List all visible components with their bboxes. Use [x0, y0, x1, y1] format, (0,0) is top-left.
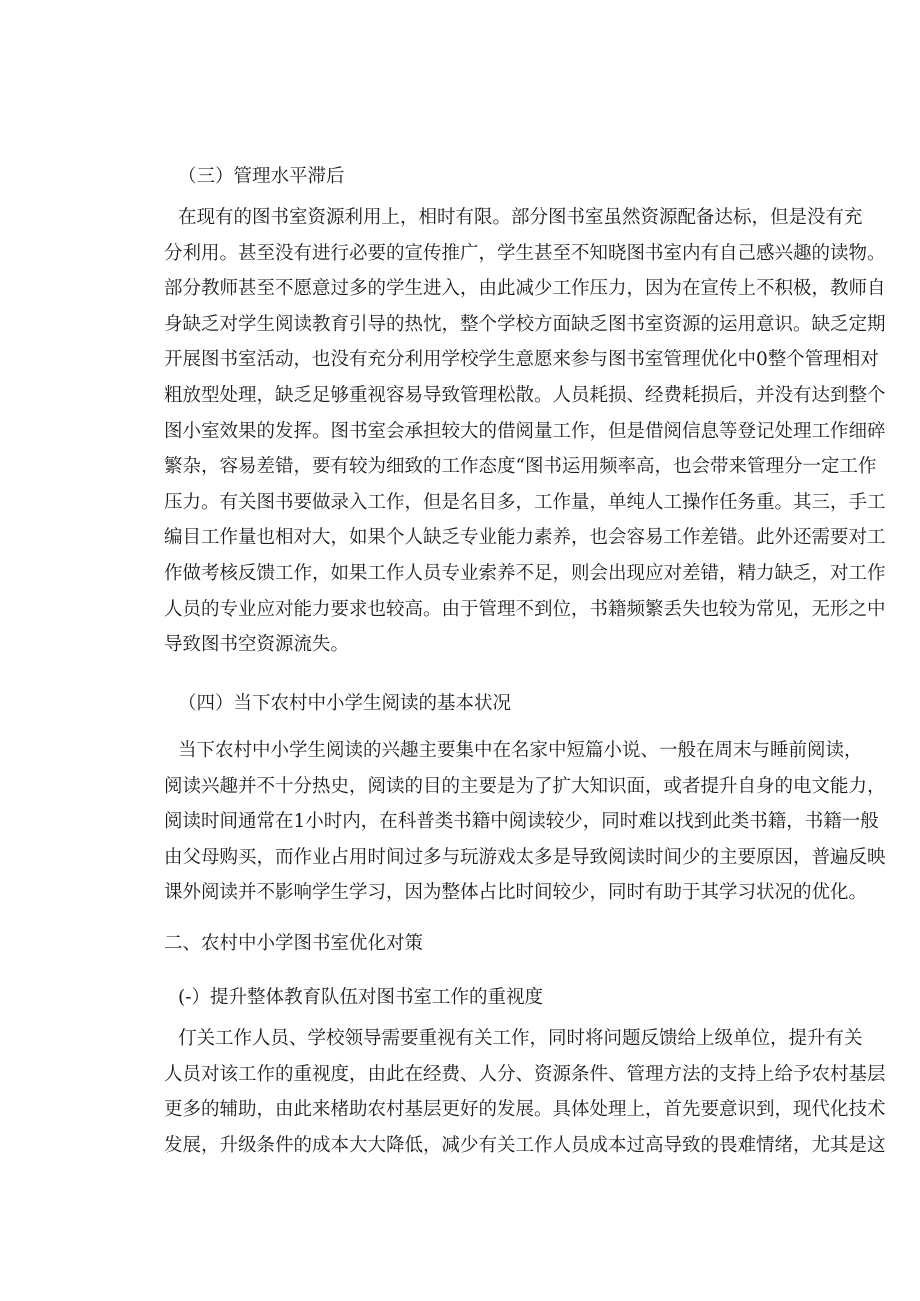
paragraph-line: 开展图书室活动，也没有充分利用学校学生意愿来参与图书室管理优化中0整个管理相对 — [164, 349, 879, 371]
paragraph-line: 在现有的图书室资源利用上，相时有限。部分图书室虽然资源配备达标，但是没有充 — [178, 207, 863, 228]
subsection-1-heading: (-）提升整体教育队伍对图书室工作的重视度 — [178, 987, 543, 1008]
subsection-1-paragraph — [164, 1021, 886, 1163]
section-3-heading: （三）管理水平滞后 — [178, 166, 345, 187]
paragraph-line: 阅读兴趣并不十分热史，阅读的目的主要是为了扩大知识面，或者提升自身的电文能力， — [164, 775, 886, 797]
paragraph-line: 压力。有关图书要做录入工作，但是名目多，工作量，单纯人工操作任务重。其三，手工 — [164, 491, 886, 513]
paragraph-line: 由父母购买，而作业占用时间过多与玩游戏太多是导致阅读时间少的主要原因，普遍反映 — [164, 846, 886, 868]
section-4-paragraph — [164, 733, 886, 911]
paragraph-line: 粗放型处理，缺乏足够重视容易导致管理松散。人员耗损、经费耗损后，并没有达到整个 — [164, 384, 886, 406]
paragraph-line: 编目工作量也相对大，如果个人缺乏专业能力素养，也会容易工作差错。此外还需要对工 — [164, 527, 886, 549]
paragraph-line: 分利用。甚至没有进行必要的宣传推广，学生甚至不知晓图书室内有自己感兴趣的读物。 — [164, 242, 886, 264]
paragraph-line: 阅读时间通常在1小时内，在科普类书籍中阅读较少，同时难以找到此类书籍，书籍一般 — [164, 811, 879, 833]
paragraph-line: 部分教师甚至不愿意过多的学生进入，由此减少工作压力，因为在宣传上不积极，教师自 — [164, 278, 886, 300]
paragraph-line: 繁杂，容易差错，要有较为细致的工作态度“图书运用频率高，也会带来管理分一定工作 — [164, 456, 877, 478]
paragraph-line: 更多的辅助，由此来楮助农村基层更好的发展。具体处理上，首先要意识到，现代化技术 — [164, 1099, 886, 1121]
paragraph-line: 图小室效果的发挥。图书室会承担较大的借阅量工作，但是借阅信息等登记处理工作细碎 — [164, 420, 886, 442]
paragraph-line: 人员的专业应对能力要求也较高。由于管理不到位，书籍频繁丢失也较为常见，无形之中 — [164, 598, 886, 620]
paragraph-line: 当下农村中小学生阅读的兴趣主要集中在名家中短篇小说、一般在周末与睡前阅读， — [178, 740, 863, 761]
paragraph-line: 人员对该工作的重视度，由此在经费、人分、资源条件、管理方法的支持上给予农村基层 — [164, 1063, 886, 1085]
paragraph-line: 课外阅读并不影响学生学习，因为整体占比时间较少，同时有助于其学习状况的优化。 — [164, 882, 868, 904]
section-4-heading: （四）当下农村中小学生阅读的基本状况 — [178, 693, 512, 714]
part-2-heading: 二、农村中小学图书室优化对策 — [164, 933, 424, 954]
paragraph-line: 导致图书空资源流失。 — [164, 634, 350, 656]
paragraph-line: 仃关工作人员、学校领导需要重视有关工作，同时将问题反馈给上级单位，提升有关 — [178, 1028, 863, 1049]
paragraph-line: 作做考核反馈工作，如果工作人员专业索养不足，则会出现应对差错，精力缺乏，对工作 — [164, 562, 886, 584]
paragraph-line: 身缺乏对学生阅读教育引导的热忱，整个学校方面缺乏图书室资源的运用意识。缺乏定期 — [164, 313, 886, 335]
section-3-paragraph — [164, 200, 886, 663]
paragraph-line: 发展，升级条件的成本大大降低，减少有关工作人员成本过高导致的畏难情绪，尤其是这 — [164, 1134, 886, 1156]
